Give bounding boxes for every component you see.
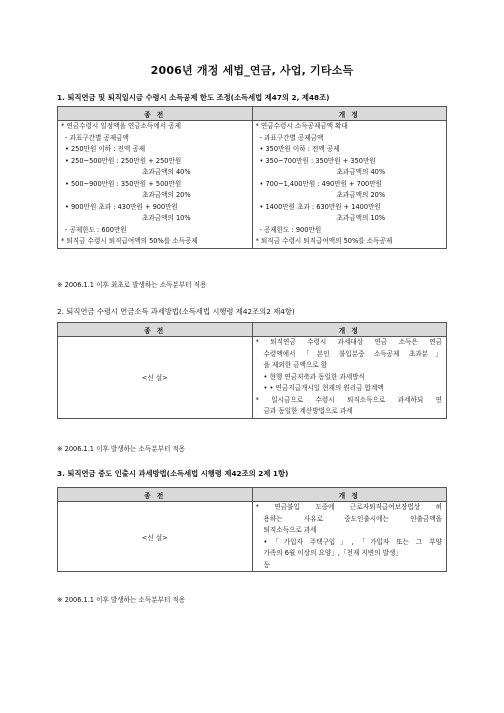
section1-before-line: • 250~500만원 : 250만원 + 250만원 (65, 156, 182, 165)
section2-note: ※ 2006.1.1 이후 발생하는 소득분부터 적용 (57, 445, 186, 453)
section3-after-line: •「가입자 주택구입」,「가입자 또는 그 부양 (263, 537, 442, 546)
section2-after-line: 수령액에서「본인 불입분중 소득공제 초과분」 (263, 349, 442, 358)
section1-after-line: • 700~1,400만원 : 490만원 + 700만원 (259, 179, 382, 188)
section2-after-line: • • 연금지급개시일 현재의 원리금 합계액 (263, 384, 384, 392)
section1-after-line: * 퇴직금 수령시 퇴직급여액의 50%를 소득공제 (255, 237, 393, 245)
section3-after-line: * 연금불입 도중에 근로자퇴직급여보장법상 허 (255, 503, 442, 511)
section1-after-line: - 과표구간별 공제금액 (259, 133, 324, 142)
section2-table (57, 322, 447, 419)
section1-after-line: - 공제한도 : 900만원 (259, 225, 322, 234)
section3-after-line: 용하는 사유로 중도인출시에는 인출금액을 (263, 514, 442, 523)
section1-after-line: 초과금액의 40% (336, 168, 386, 176)
section2-before-cell: <신 설> (58, 337, 253, 419)
section1-col-after: 개 정 (252, 107, 447, 121)
section1-after-line: * 연금수령시 소득공제금액 확대 (255, 122, 348, 130)
section2-after-line: • 현행 연금저축과 동일한 과세방식 (263, 372, 365, 381)
section2-col-after: 개 정 (252, 323, 447, 337)
page-title: 2006년 개정 세법_연금, 사업, 기타소득 (150, 64, 354, 77)
section3-after-line: 퇴직소득으로 과세 (263, 526, 317, 534)
section1-after-line: 초과금액의 20% (336, 191, 386, 199)
section1-after-line: • 350~700만원 : 350만원 + 350만원 (259, 156, 376, 165)
section3-before-cell: <신 설> (58, 502, 253, 572)
section3-after-line: 가족의 6월 이상의 요양」,「천재 지변의 발생」 (263, 549, 402, 557)
section2-after-cell (252, 337, 447, 419)
section1-after-line: • 350만원 이하 : 전액 공제 (259, 145, 340, 153)
section1-before-line: • 250만원 이하 : 전액 공제 (65, 145, 146, 153)
section3-col-after: 개 정 (252, 488, 447, 502)
section2-col-before: 종 전 (58, 323, 253, 337)
section1-after-cell (252, 121, 447, 249)
section2-after-line: * 퇴직연금 수령시 과세대상 연금 소득은 연금 (255, 338, 442, 346)
section1-before-line: 초과금액의 20% (142, 191, 191, 199)
section1-before-cell (58, 121, 253, 249)
section2-after-line: * 일시금으로 수령시 퇴직소득으로 과세하되 연 (255, 395, 442, 404)
section2-after-line: 금과 동일한 계산방법으로 과세 (263, 407, 353, 415)
section1-note: ※ 2006.1.1 이후 최초로 발생하는 소득분부터 적용 (57, 281, 207, 289)
section1-after-line: 초과금액의 10% (336, 214, 386, 222)
section1-col-before: 종 전 (58, 107, 253, 121)
section1-before-line: 초과금액의 10% (142, 214, 191, 222)
section1-after-line: • 1400만원 초과 : 630만원 + 1400만원 (259, 202, 381, 211)
section1-before-line: - 공제한도 : 600만원 (65, 225, 127, 234)
section1-table (57, 106, 447, 249)
section1-before-line: * 퇴직금 수령시 퇴직급여액의 50%를 소득공제 (61, 237, 198, 245)
section1-heading: 1. 퇴직연금 및 퇴직일시금 수령시 소득공제 한도 조정(소득세법 제47의 2, 제48조) (57, 93, 330, 102)
section3-heading: 3. 퇴직연금 중도 인출시 과세방법(소득세법 시행령 제42조의 2제 1항) (57, 469, 289, 478)
section3-note: ※ 2006.1.1 이후 발생하는 소득분부터 적용 (57, 596, 186, 604)
section3-after-line: 등 (263, 560, 270, 569)
section1-before-line: • 900만원 초과 : 430만원 + 900만원 (65, 202, 178, 211)
section3-after-cell (252, 502, 447, 572)
section2-heading: 2. 퇴직연금 수령시 연금소득 과세방법(소득세법 시행령 제42조의2 제4항) (57, 307, 295, 316)
section1-before-line: 초과금액의 40% (142, 168, 191, 176)
section2-after-line: 을 제외한 금액으로 함 (263, 361, 328, 369)
section3-col-before: 종 전 (58, 488, 253, 502)
section3-table (57, 487, 447, 572)
section1-before-line: - 과표구간별 공제금액 (65, 133, 129, 142)
section1-before-line: * 연금수령시 일정액을 연금소득에서 공제 (61, 122, 181, 130)
section1-before-line: • 500~900만원 : 350만원 + 500만원 (65, 179, 182, 188)
